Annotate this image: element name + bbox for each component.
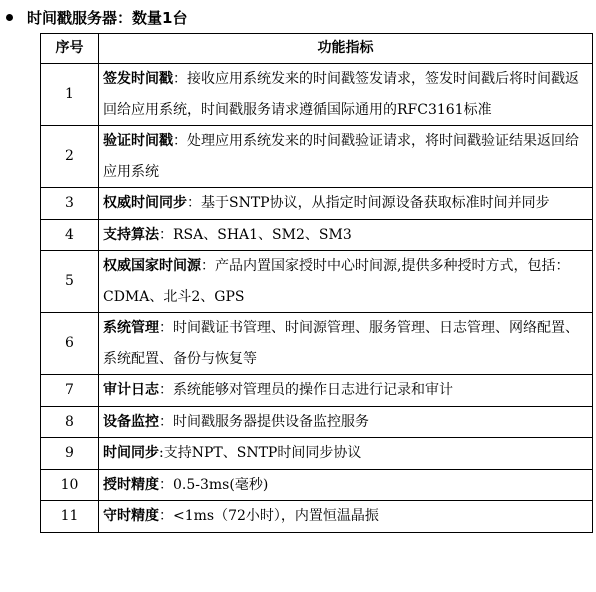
row-function-cell <box>99 406 593 438</box>
function-term: 签发时间戳 <box>103 71 173 87</box>
header-function: 功能指标 <box>99 34 593 64</box>
row-function-cell <box>99 219 593 251</box>
function-description: ：处理应用系统发来的时间戳验证请求，将时间戳验证结果返回给应用系统 <box>103 133 579 180</box>
row-number: 1 <box>41 64 99 126</box>
function-description: ：RSA、SHA1、SM2、SM3 <box>159 226 352 243</box>
section-heading <box>6 4 187 30</box>
row-function-cell <box>99 64 593 126</box>
header-no: 序号 <box>41 34 99 64</box>
row-number: 9 <box>41 438 99 470</box>
function-term: 权威时间同步 <box>103 195 187 211</box>
function-description: ：系统能够对管理员的操作日志进行记录和审计 <box>159 382 453 398</box>
function-description: ：基于SNTP协议，从指定时间源设备获取标准时间并同步 <box>187 195 550 211</box>
function-term: 系统管理 <box>103 320 159 336</box>
row-function-cell <box>99 126 593 188</box>
table-row <box>41 251 593 313</box>
spec-table <box>40 33 593 533</box>
table-row <box>41 406 593 438</box>
row-function-cell <box>99 469 593 501</box>
row-number: 5 <box>41 251 99 313</box>
function-description: ：时间戳证书管理、时间源管理、服务管理、日志管理、网络配置、系统配置、备份与恢复等 <box>103 320 579 367</box>
function-description: ：时间戳服务器提供设备监控服务 <box>159 413 369 430</box>
section-heading-text: 时间戳服务器：数量1台 <box>27 8 188 27</box>
table-row <box>41 64 593 126</box>
table-row <box>41 375 593 407</box>
table-row <box>41 126 593 188</box>
function-description: ：0.5-3ms(毫秒) <box>159 476 269 493</box>
row-function-cell <box>99 501 593 533</box>
row-number: 6 <box>41 313 99 375</box>
row-number: 8 <box>41 406 99 438</box>
table-row <box>41 219 593 251</box>
function-term: 权威国家时间源 <box>103 258 201 274</box>
row-number: 11 <box>41 501 99 533</box>
function-description: ：接收应用系统发来的时间戳签发请求，签发时间戳后将时间戳返回给应用系统，时间戳服务请求遵循国际通用的RFC3161标准 <box>103 71 579 118</box>
function-term: 验证时间戳 <box>103 133 173 149</box>
row-function-cell <box>99 188 593 220</box>
function-term: 授时精度 <box>103 476 159 493</box>
table-row <box>41 438 593 470</box>
table-row <box>41 188 593 220</box>
function-description: ：产品内置国家授时中心时间源,提供多种授时方式，包括：CDMA、北斗2、GPS <box>103 258 570 305</box>
row-number: 10 <box>41 469 99 501</box>
table-row <box>41 313 593 375</box>
table-row <box>41 501 593 533</box>
row-function-cell <box>99 438 593 470</box>
row-number: 3 <box>41 188 99 220</box>
row-number: 4 <box>41 219 99 251</box>
function-term: 时间同步 <box>103 445 159 461</box>
row-function-cell <box>99 251 593 313</box>
row-function-cell <box>99 313 593 375</box>
function-term: 守时精度 <box>103 508 159 524</box>
table-row <box>41 469 593 501</box>
bullet-icon <box>6 14 13 21</box>
function-description: :支持NPT、SNTP时间同步协议 <box>159 445 362 461</box>
function-term: 审计日志 <box>103 382 159 398</box>
row-function-cell <box>99 375 593 407</box>
function-term: 支持算法 <box>103 226 159 243</box>
function-term: 设备监控 <box>103 413 159 430</box>
function-description: ：<1ms（72小时），内置恒温晶振 <box>159 508 379 524</box>
table-header-row <box>41 34 593 64</box>
row-number: 7 <box>41 375 99 407</box>
row-number: 2 <box>41 126 99 188</box>
